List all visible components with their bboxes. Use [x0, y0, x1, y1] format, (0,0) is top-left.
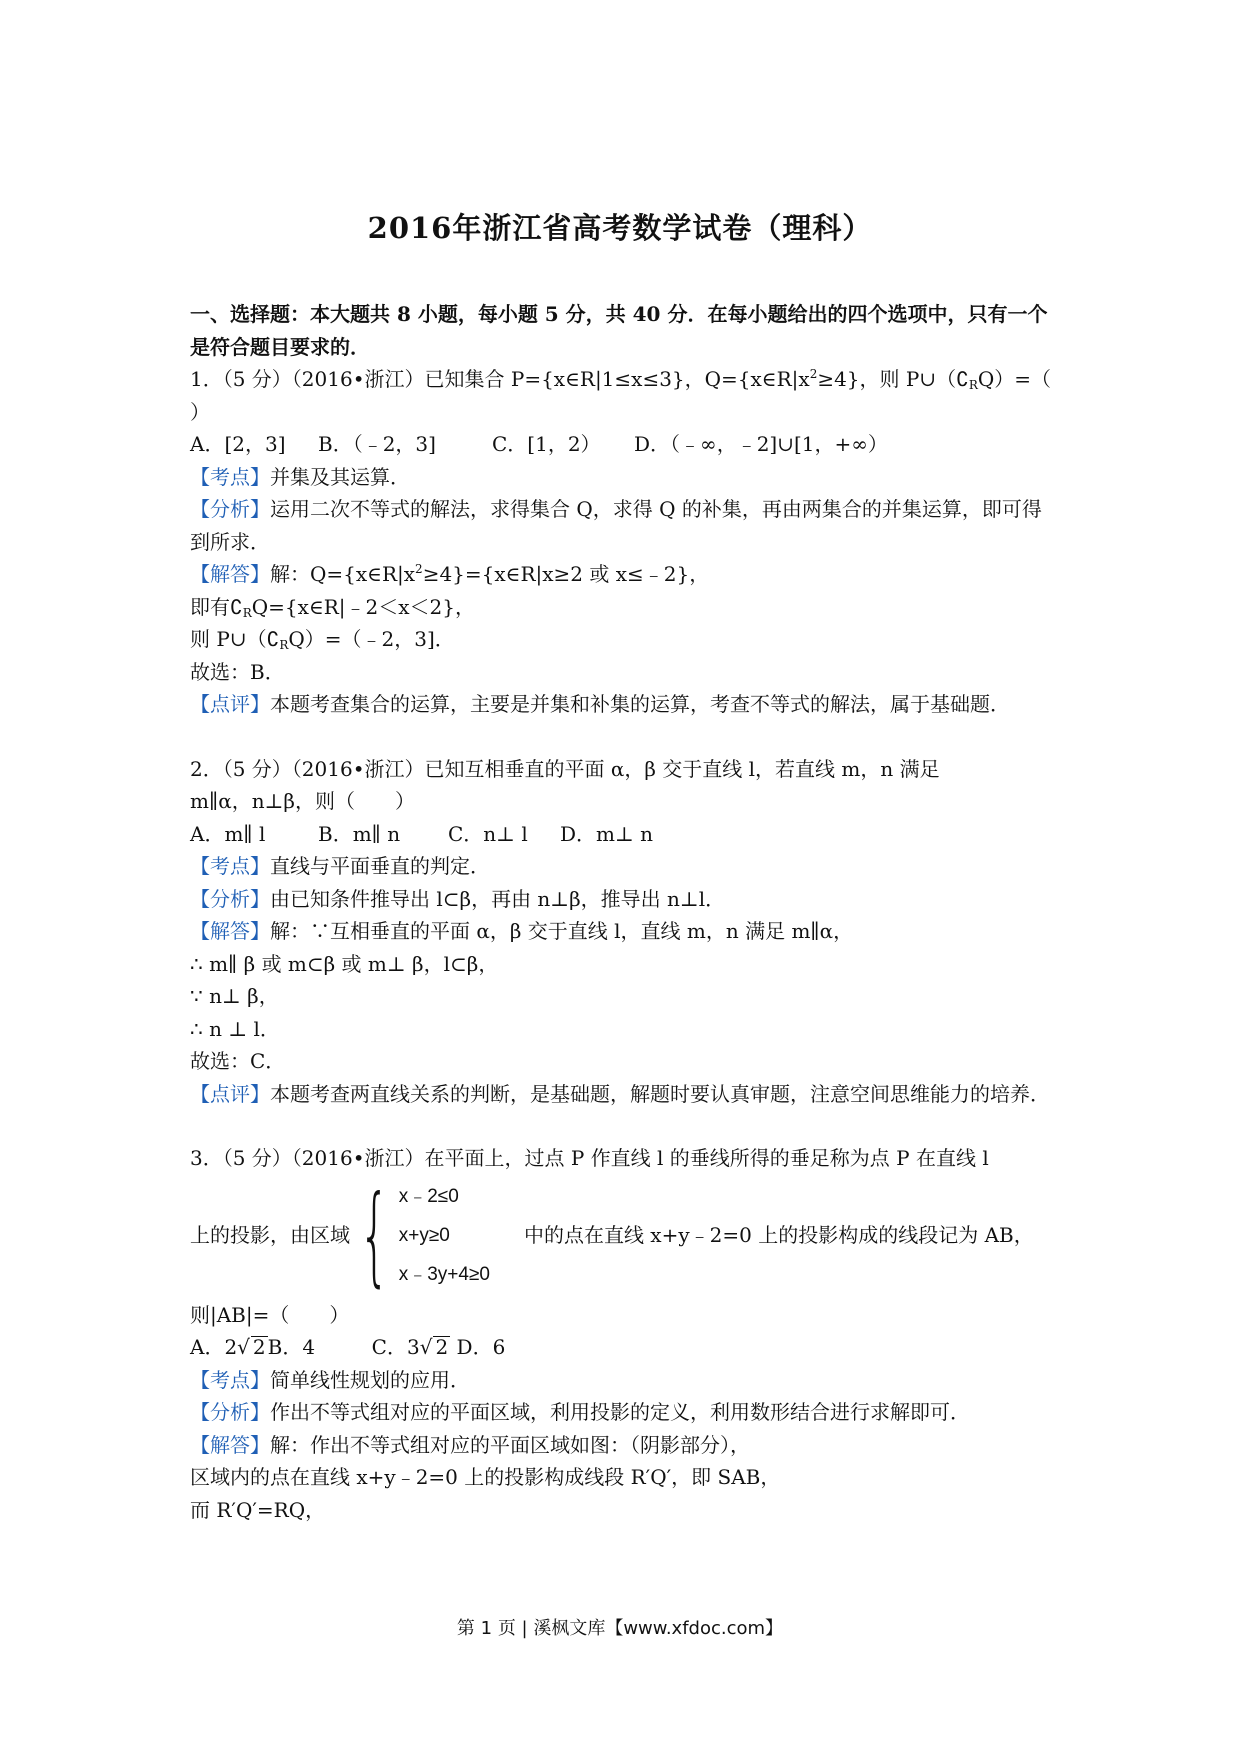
q3-kaodian: 【考点】简单线性规划的应用． — [190, 1367, 470, 1392]
q2-options — [190, 818, 1060, 851]
q1-jieda-line2: 即有$∁_RQ=\{x\in R|﹣2<x<2\}$， — [190, 594, 475, 620]
q3-option-d: D．6 — [456, 1335, 506, 1359]
q2-option-d: D．m⊥ n — [560, 821, 654, 846]
inequality-system — [354, 1172, 490, 1298]
q3-jieda-line3: 而 R′Q′=RQ， — [190, 1497, 326, 1522]
q2-kaodian: 【考点】直线与平面垂直的判定． — [190, 854, 490, 878]
q1-jieda: 【解答】解：$Q=\{x\in R|x^2\ge 4\}=\{x\in R|x\ge 2$ 或 x≤﹣2}， — [190, 562, 710, 586]
q1-option-c: C．[1，2） — [492, 432, 601, 456]
q3-jieda-line2: 区域内的点在直线 x+y﹣2=0 上的投影构成线段 R′Q′，即 SAB， — [190, 1465, 781, 1489]
q2-fenxi: 【分析】由已知条件推导出 l⊂β，再由 n⊥β，推导出 n⊥l． — [190, 886, 726, 911]
q2-answer: 故选：C． — [190, 1049, 286, 1073]
q3-option-c: C．3√ 2 — [371, 1335, 449, 1359]
q1-jieda-line3: 则 $P\cup(∁_RQ)=(﹣2$，3]． — [190, 627, 455, 652]
q2-stem: 2．（5 分）（2016•浙江）已知互相垂直的平面 α，β 交于直线 l，若直线 m，n 满足 — [190, 756, 940, 781]
q3-option-a: A．2√ 2 — [190, 1335, 266, 1359]
q1-kaodian: 【考点】并集及其运算． — [190, 464, 410, 489]
section-heading: 一、选择题：本大题共 8 小题，每小题 5 分，共 40 分．在每小题给出的四个选项中，只有一个是符合题目要求的． — [190, 302, 1048, 359]
q3-fenxi: 【分析】作出不等式组对应的平面区域，利用投影的定义，利用数形结合进行求解即可． — [190, 1400, 970, 1424]
q2-jieda: 【解答】解：∵互相垂直的平面 α，β 交于直线 l，直线 m，n 满足 m∥α， — [190, 919, 854, 943]
page-title: 2016年浙江省高考数学试卷（理科） — [367, 211, 873, 245]
q2-option-c: C．n⊥ l — [448, 821, 528, 846]
q3-stem-line3: 则|AB|=（ ） — [190, 1302, 350, 1327]
page-footer: 第 1 页 | 溪枫文库【www.xfdoc.com】 — [456, 1618, 784, 1639]
q1-options — [190, 428, 1060, 461]
left-brace-icon: { — [358, 1172, 390, 1298]
q1-option-b: B．（﹣2，3] — [318, 432, 436, 456]
q2-jieda-line2: ∴ m∥ β 或 m⊂β 或 m⊥ β，l⊂β， — [190, 951, 499, 976]
q3-stem: 3．（5 分）（2016•浙江）在平面上，过点 P 作直线 l 的垂线所得的垂足称为点 P 在直线 l — [190, 1146, 989, 1170]
inequality-2: x+y≥0 — [398, 1224, 450, 1246]
q2-jieda-line3: ∵ n⊥ β， — [190, 984, 279, 1008]
q1-stem: 1．（5 分）（2016•浙江）已知集合 P={x∈R|1≤x≤3}，$Q=\{x\in R|x^2\ge 4\}$，则 $P\cup(∁_RQ)=$（ — [190, 367, 1052, 392]
q3-option-b: B．4 — [267, 1335, 316, 1359]
q1-option-a: A．[2，3] — [190, 432, 286, 456]
exam-content — [190, 298, 1060, 1526]
q2-dianping: 【点评】本题考查两直线关系的判断，是基础题，解题时要认真审题，注意空间思维能力的培养． — [190, 1081, 1050, 1106]
q1-option-d: D．（﹣∞，﹣2]∪[1，+∞） — [634, 432, 888, 456]
q2-option-a: A．m∥ l — [190, 821, 266, 846]
q3-options — [190, 1331, 1060, 1364]
inequality-1: x﹣2≤0 — [398, 1185, 459, 1207]
q1-stem-end: ） — [190, 399, 210, 424]
q2-stem-line2: m∥α，n⊥β，则（ ） — [190, 789, 415, 813]
q1-dianping: 【点评】本题考查集合的运算，主要是并集和补集的运算，考查不等式的解法，属于基础题． — [190, 692, 1010, 716]
sqrt-icon: √ — [419, 1335, 433, 1359]
q3-jieda: 【解答】解：作出不等式组对应的平面区域如图：（阴影部分）， — [190, 1432, 750, 1457]
q2-option-b: B．m∥ n — [318, 821, 401, 846]
q1-answer: 故选：B． — [190, 659, 285, 684]
q3-stem-line2: 上的投影，由区域 { x﹣2≤0 x+y≥0 x﹣3y+4≥0 中的点在直线 x+y﹣2=0 上的投影构成的线段记为 AB， — [190, 1172, 1034, 1298]
sqrt-icon: √ — [237, 1335, 250, 1359]
inequality-3: x﹣3y+4≥0 — [398, 1263, 490, 1285]
q2-jieda-line4: ∴ n ⊥ l． — [190, 1016, 280, 1041]
q1-fenxi: 【分析】运用二次不等式的解法，求得集合 Q，求得 Q 的补集，再由两集合的并集运算，即可得到所求． — [190, 497, 1042, 554]
